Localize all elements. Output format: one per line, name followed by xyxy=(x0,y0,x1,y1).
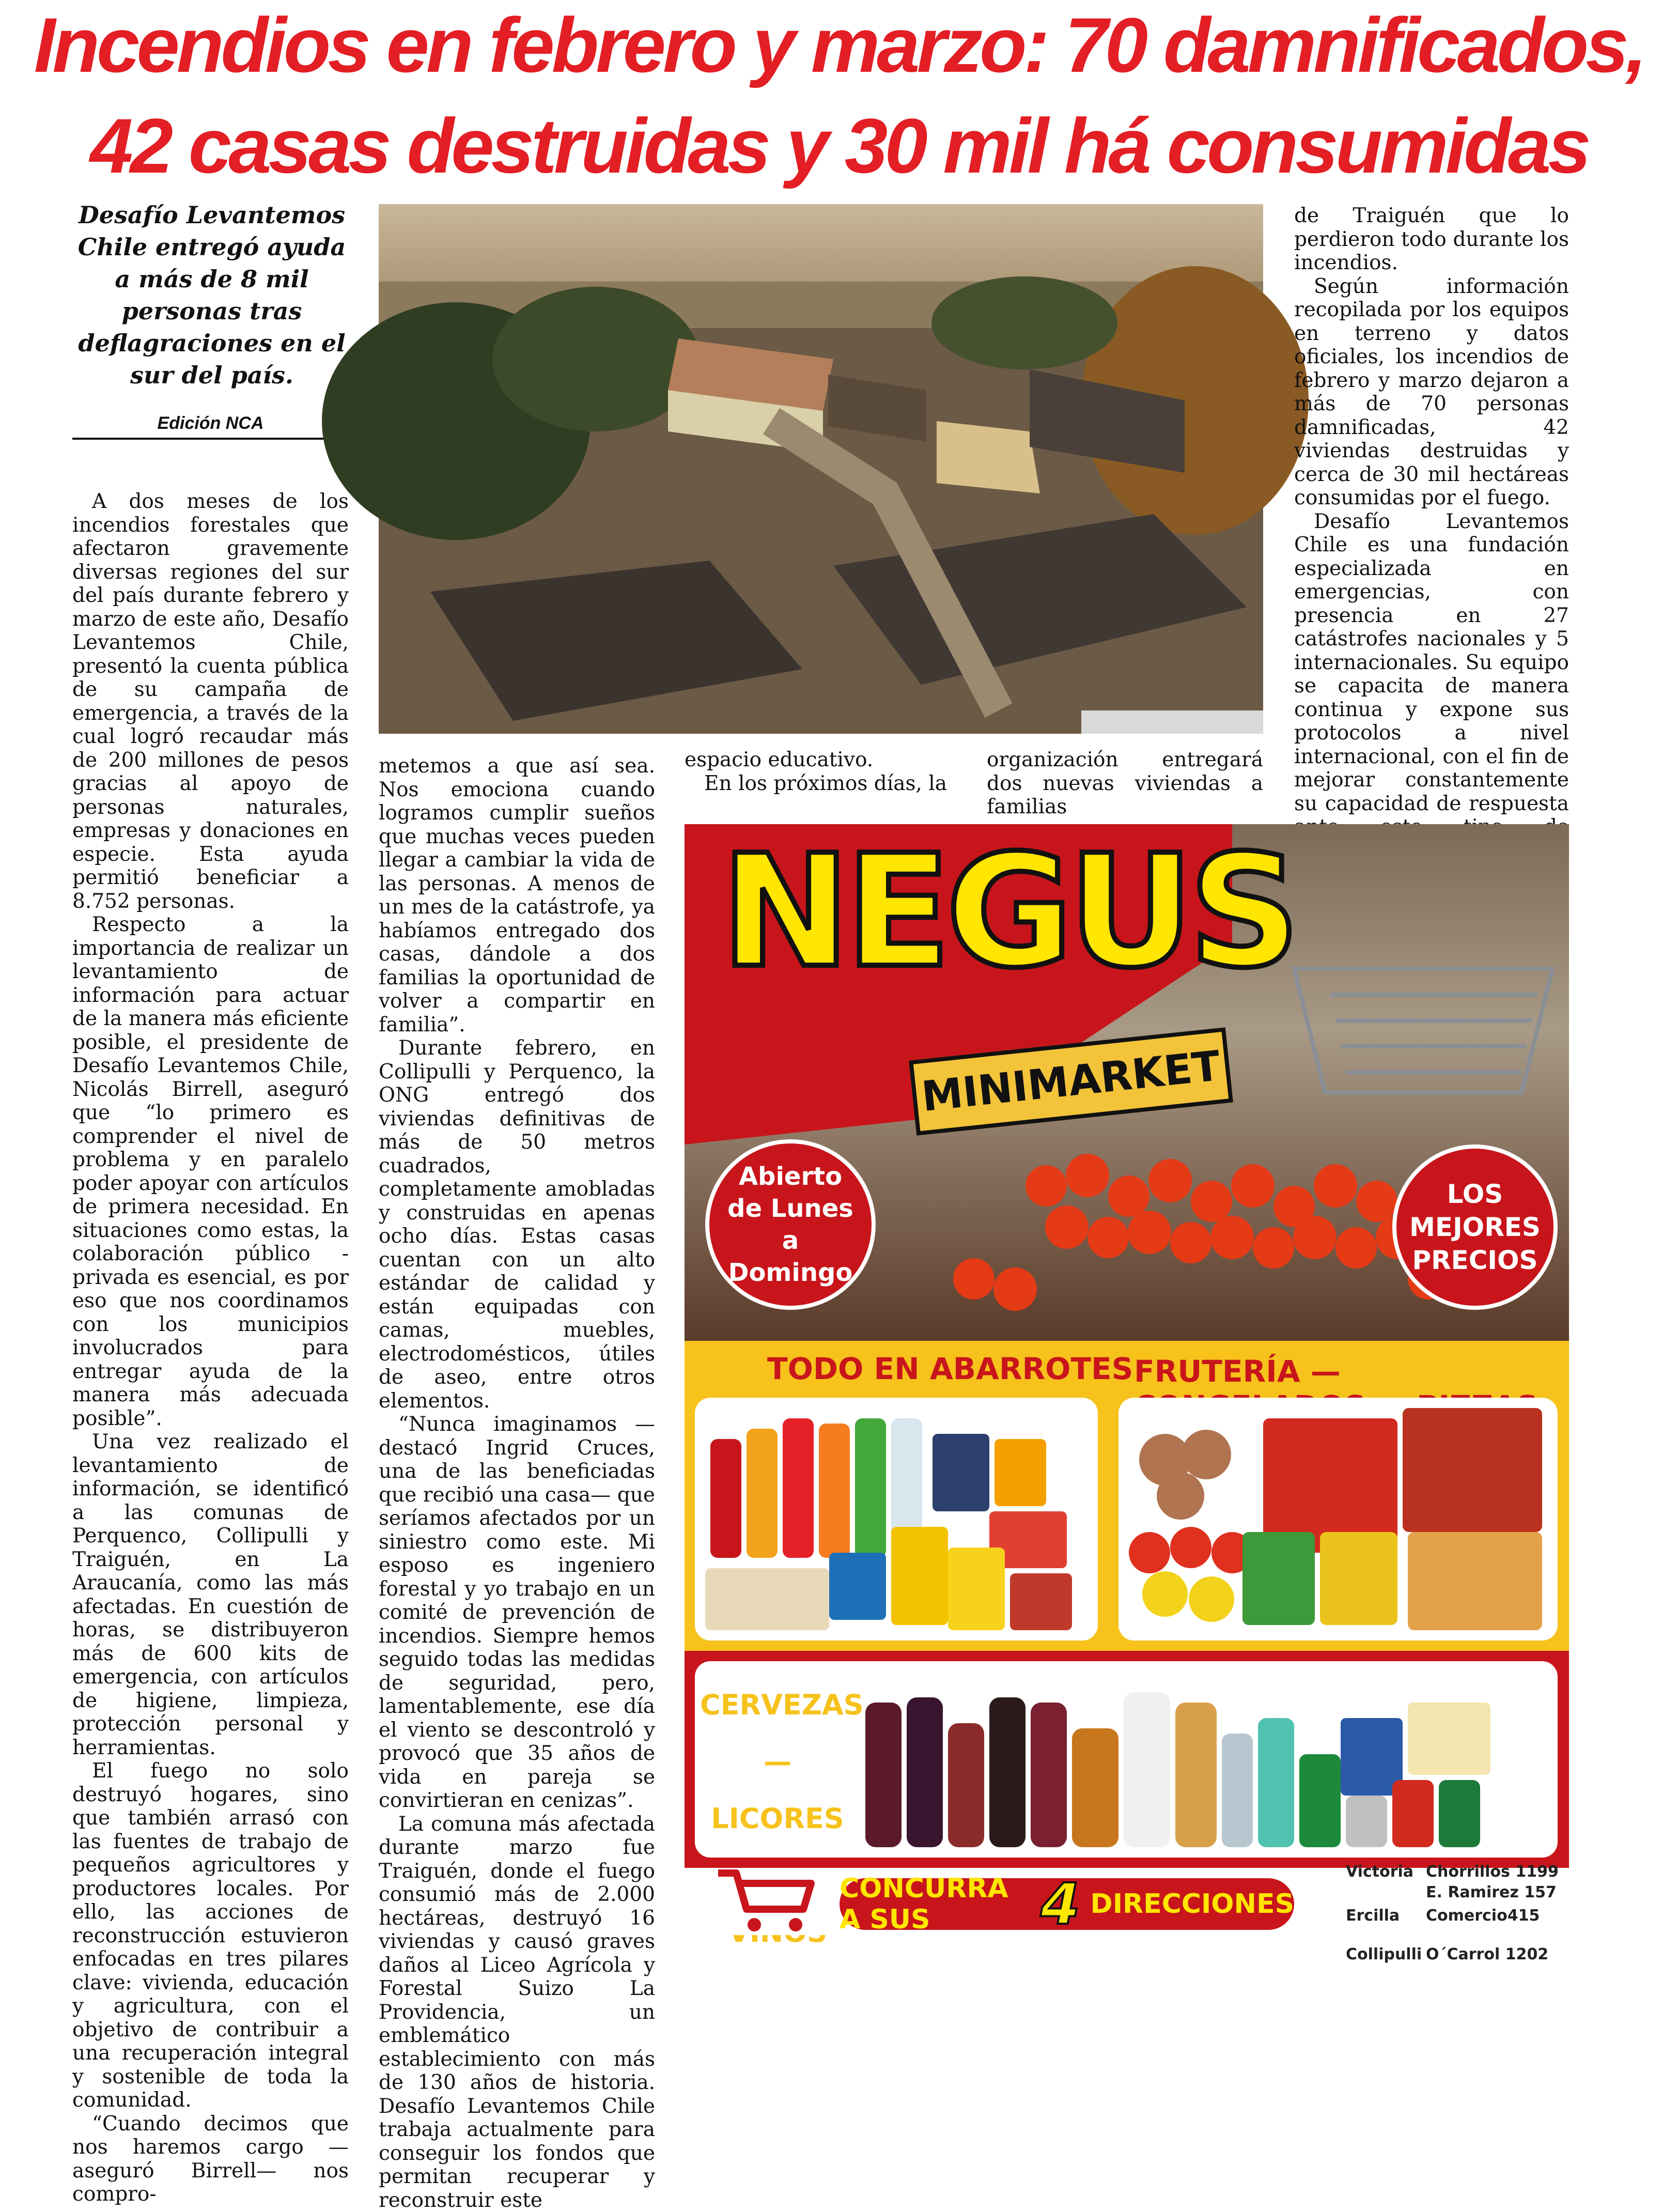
best-prices-text: LOS MEJORES PRECIOS xyxy=(1409,1178,1541,1277)
cta-number: 4 xyxy=(1040,1878,1080,1930)
hours-text: Abierto de Lunes a Domingo xyxy=(720,1161,861,1289)
paragraph: Respecto a la importancia de realizar un levantamiento de información para actuar de la manera más eficiente posible, el presidente de Desafío Levantemos Chile, Nicolás Birrell, aseguró que “lo primero es comprender el nivel de problema y en paralelo poder apoyar con artículos de primera necesidad. En situaciones como estas, la colaboración público - privada es esencial, es por eso que nos coordinamos con los municipios involucrados para entregar ayuda de la manera más adecuada posible”. xyxy=(72,913,349,1430)
article-column-3 xyxy=(685,748,964,795)
paragraph: Durante febrero, en Collipulli y Perquenco, la ONG entregó dos viviendas definitivas de más de 50 metros cuadrados, completamente amobladas y construidas en apenas ocho días. Estas casas cuentan con un alto estándar de calidad y están equipadas con camas, muebles, electrodomésticos, útiles de aseo, entre otros elementos. xyxy=(379,1037,655,1413)
paragraph: Desafío Levantemos Chile es una fundación especializada en emergencias, con presencia en 27 catástrofes nacionales y 5 internacionales. Su equipo se capacita de manera continua y expone sus protocolos a nivel internacional, con el fin de mejorar constantemente su capacidad de respuesta xyxy=(1294,510,1569,863)
paragraph: “Nunca imaginamos — destacó Ingrid Cruces, una de las beneficiadas que recibió una casa— que seríamos afectados por un siniestro como este. Mi esposo es ingeniero forestal y yo trabajo en un comité de prevención de incendios. Siempre hemos seguido todas las medidas de seguridad, pero, lamentablemente, ese día el viento se descontroló y provocó que 35 años de vida en pareja se convirtieran en cenizas”. xyxy=(379,1413,655,1813)
brand-name: NEGUS xyxy=(721,829,1295,995)
paragraph: espacio educativo. xyxy=(685,748,964,772)
drinks-heading-line: CERVEZAS — xyxy=(700,1677,855,1790)
paragraph: “Cuando decimos que nos haremos cargo — aseguró Birrell— nos compro- xyxy=(72,2112,349,2206)
drinks-panel xyxy=(695,1661,1558,1858)
address-street: Chorrillos 1199 xyxy=(1426,1863,1559,1881)
address-street: Comercio415 xyxy=(1426,1907,1540,1925)
address-street: E. Ramirez 157 xyxy=(1426,1883,1557,1901)
paragraph: El fuego no solo destruyó hogares, sino que también arrasó con las fuentes de trabajo de pequeños agricultores y productores locales. Por ello, las acciones de reconstrucción estuvieron enfocadas en tres pilares clave: vivienda, educación y agricultura, con el objetivo de contribuir a una recuperación integral y sostenible de toda la comunidad. xyxy=(72,1759,349,2112)
paragraph: Según información recopilada por los equipos en terreno y datos oficiales, los incendios de febrero y marzo dejaron a más de 70 personas damnificadas, 42 viviendas destruidas y cerca de 30 mil hectáreas consumidas por el fuego. xyxy=(1294,275,1569,510)
article-column-5 xyxy=(1294,204,1569,862)
article-column-2 xyxy=(379,754,655,2212)
produce-heading: FRUTERÍA — xyxy=(1134,1354,1569,1424)
byline: Edición NCA xyxy=(72,413,349,440)
address-city: Victoria xyxy=(1346,1863,1413,1881)
cta-left-text: CONCURRA A SUS xyxy=(840,1873,1030,1935)
article-column-1 xyxy=(72,490,349,2206)
drinks-heading-line: LICORES xyxy=(700,1790,855,1904)
paragraph: de Traiguén que lo perdieron todo durante los incendios. xyxy=(1294,204,1569,275)
minimarket-text: MINIMARKET xyxy=(919,1042,1222,1121)
groceries-panel xyxy=(695,1398,1098,1641)
fire-damage-aerial-photo xyxy=(379,204,1263,734)
paragraph: Una vez realizado el levantamiento de información, se identificó a las comunas de Perquenco, Collipulli y Traiguén, en La Araucanía, como las más afectadas. En cuestión de horas, se distribuyeron más de 600 kits de emergencia, con artículos de higiene, limpieza, protección personal y herramientas. xyxy=(72,1430,349,1759)
address-street: O´Carrol 1202 xyxy=(1426,1945,1548,1963)
lead-summary: Desafío Levantemos Chile entregó ayuda a más de 8 mil personas tras deflagraciones en el sur del país. xyxy=(72,199,351,391)
hours-badge xyxy=(705,1139,876,1310)
paragraph: En los próximos días, la xyxy=(685,772,964,796)
paragraph: La comuna más afectada durante marzo fue Traiguén, donde el fuego consumió más de 2.000 hectáreas, destruyó 16 viviendas y causó graves daños al Liceo Agrícola y Forestal Suizo La Providencia, un emblemático establecimiento con más de 130 años de historia. Desafío Levantemos Chile trabaja actualmente para conseguir los fondos que permitan recuperar y reconstruir este xyxy=(379,1813,655,2212)
negus-minimarket-ad xyxy=(685,824,1569,1935)
article-column-4 xyxy=(987,748,1263,819)
headline-line-1: Incendios en febrero y marzo: 70 damnificados, xyxy=(0,0,1678,90)
address-city: Ercilla xyxy=(1346,1907,1400,1925)
paragraph: metemos a que así sea. Nos emociona cuando logramos cumplir sueños que muchas veces pueden llegar a cambiar la vida de las personas. A menos de un mes de la catástrofe, ya habíamos entregado dos casas, dándole a dos familias la oportunidad de volver a compartir en familia”. xyxy=(379,754,655,1037)
cta-banner xyxy=(840,1878,1294,1930)
produce-panel xyxy=(1118,1398,1558,1641)
address-city: Collipulli xyxy=(1346,1945,1422,1963)
paragraph: A dos meses de los incendios forestales que afectaron gravemente diversas regiones del sur del país durante febrero y marzo de este año, Desafío Levantemos Chile, presentó la cuenta pública de su campaña de emergencia, a través de la cual logró recaudar más de 200 millones de pesos gracias al apoyo de personas naturales, empresas y donaciones en especie. Esta ayuda permitió beneficiar a 8.752 personas. xyxy=(72,490,349,913)
groceries-heading: TODO EN ABARROTES xyxy=(767,1351,1133,1386)
best-prices-badge xyxy=(1392,1144,1558,1310)
shopping-cart-icon xyxy=(716,1868,819,1935)
cta-right-text: DIRECCIONES xyxy=(1091,1889,1294,1920)
paragraph: organización entregará dos nuevas viviendas a familias xyxy=(987,748,1263,819)
headline-line-2: 42 casas destruidas y 30 mil há consumidas xyxy=(0,101,1678,191)
